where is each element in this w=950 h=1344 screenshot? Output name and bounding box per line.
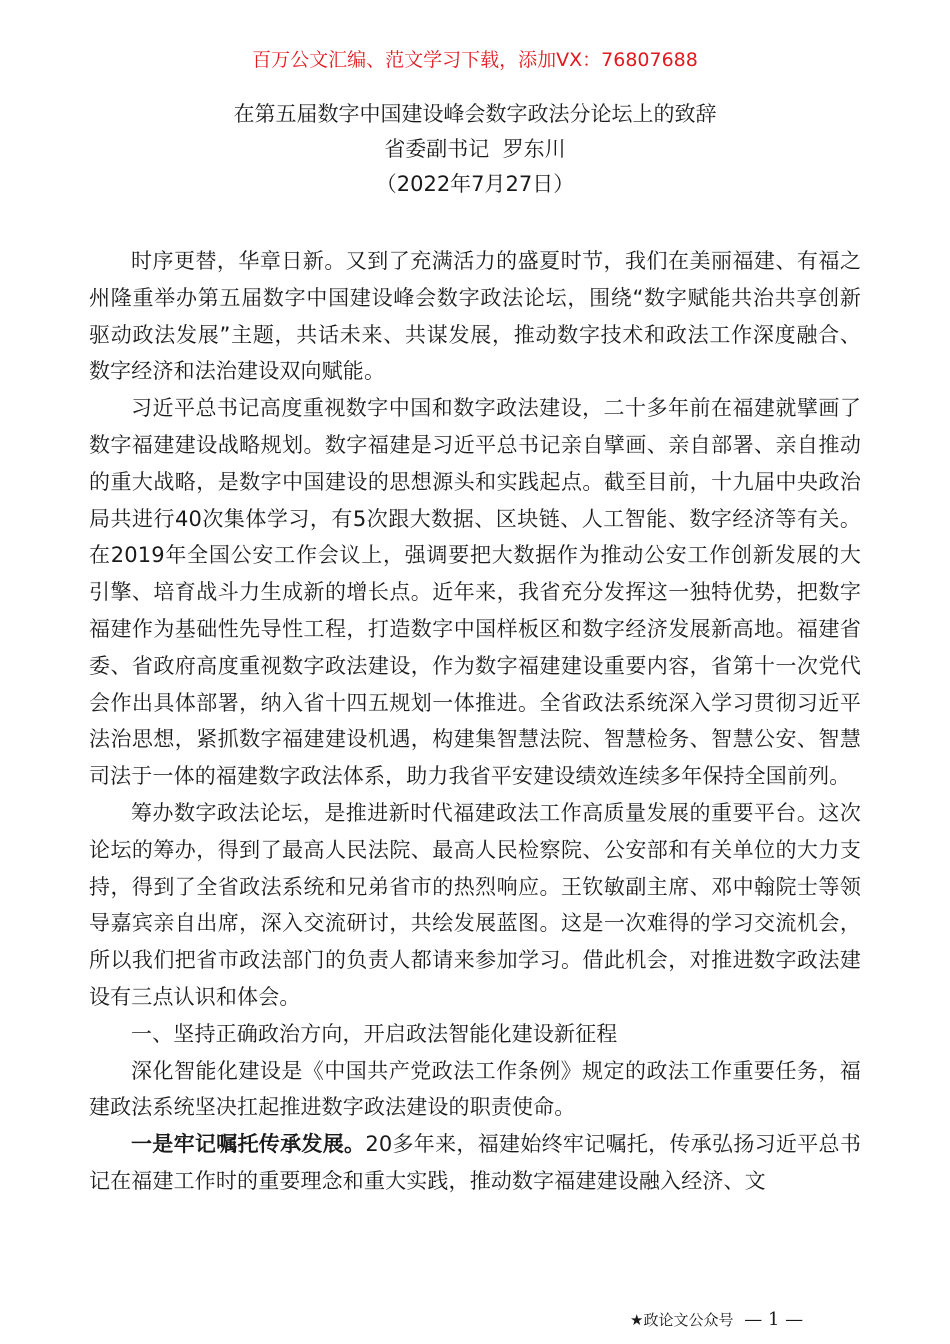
paragraph-5 — [89, 1126, 861, 1200]
paragraph-3: 筹办数字政法论坛，是推进新时代福建政法工作高质量发展的重要平台。这次论坛的筹办，得到了最高人民法院、最高人民检察院、公安部和有关单位的大力支持，得到了全省政法系统和兄弟省市的热烈响应。王钦敏副主席、邓中翰院士等领导嘉宾亲自出席，深入交流研讨，共绘发展蓝图。这是一次难得的学习交流机会，所以我们把省市政法部门的负责人都请来参加学习。借此机会，对推进数字政法建设有三点认识和体会。 — [89, 800, 861, 1009]
speech-date: （2022年7月27日） — [375, 172, 575, 196]
title-block — [0, 97, 950, 202]
paragraph-2: 习近平总书记高度重视数字中国和数字政法建设，二十多年前在福建就擘画了数字福建建设战略规划。数字福建是习近平总书记亲自擘画、亲自部署、亲自推动的重大战略，是数字中国建设的思想源头和实践起点。截至目前，十九届中央政治局共进行40次集体学习，有5次跟大数据、区块链、人工智能、数字经济等有关。在2019年全国公安工作会议上，强调要把大数据作为推动公安工作创新发展的大引擎、培育战斗力生成新的增长点。近年来，我省充分发挥这一独特优势，把数字福建作为基础性先导性工程，打造数字中国样板区和数字经济发展新高地。福建省委、省政府高度重视数字政法建设，作为数字福建建设重要内容，省第十一次党代会作出具体部署，纳入省十四五规划一体推进。全省政法系统深入学习贯彻习近平法治思想，紧抓数字福建建设机遇，构建集智慧法院、智慧检务、智慧公安、智慧司法于一体的福建数字政法体系，助力我省平安建设绩效连续多年保持全国前列。 — [89, 396, 861, 789]
paragraph-4: 深化智能化建设是《中国共产党政法工作条例》规定的政法工作重要任务，福建政法系统坚决扛起推进数字政法建设的职责使命。 — [89, 1058, 861, 1120]
footer-source: ★政论文公众号 — [630, 1311, 734, 1329]
document-title: 在第五届数字中国建设峰会数字政法分论坛上的致辞 — [233, 102, 717, 126]
document-body — [89, 243, 861, 1200]
paragraph-5-lead: 一是牢记嘱托传承发展。 — [131, 1132, 366, 1157]
paragraph-5-text: 20多年来，福建始终牢记嘱托，传承弘扬习近平总书记在福建工作时的重要理念和重大实践，推动数字福建建设融入经济、文 — [89, 1132, 861, 1193]
paragraph-1: 时序更替，华章日新。又到了充满活力的盛夏时节，我们在美丽福建、有福之州隆重举办第五届数字中国建设峰会数字政法论坛，围绕“数字赋能共治共享创新驱动政法发展”主题，共话未来、共谋发展，推动数字技术和政法工作深度融合、数字经济和法治建设双向赋能。 — [89, 249, 861, 384]
page-footer — [630, 1308, 803, 1332]
page-number: — 1 — — [744, 1309, 804, 1330]
speaker-line: 省委副书记 罗东川 — [384, 137, 566, 161]
section-heading-1: 一、坚持正确政治方向，开启政法智能化建设新征程 — [131, 1021, 618, 1046]
download-banner: 百万公文汇编、范文学习下载，添加VX：76807688 — [252, 49, 698, 71]
